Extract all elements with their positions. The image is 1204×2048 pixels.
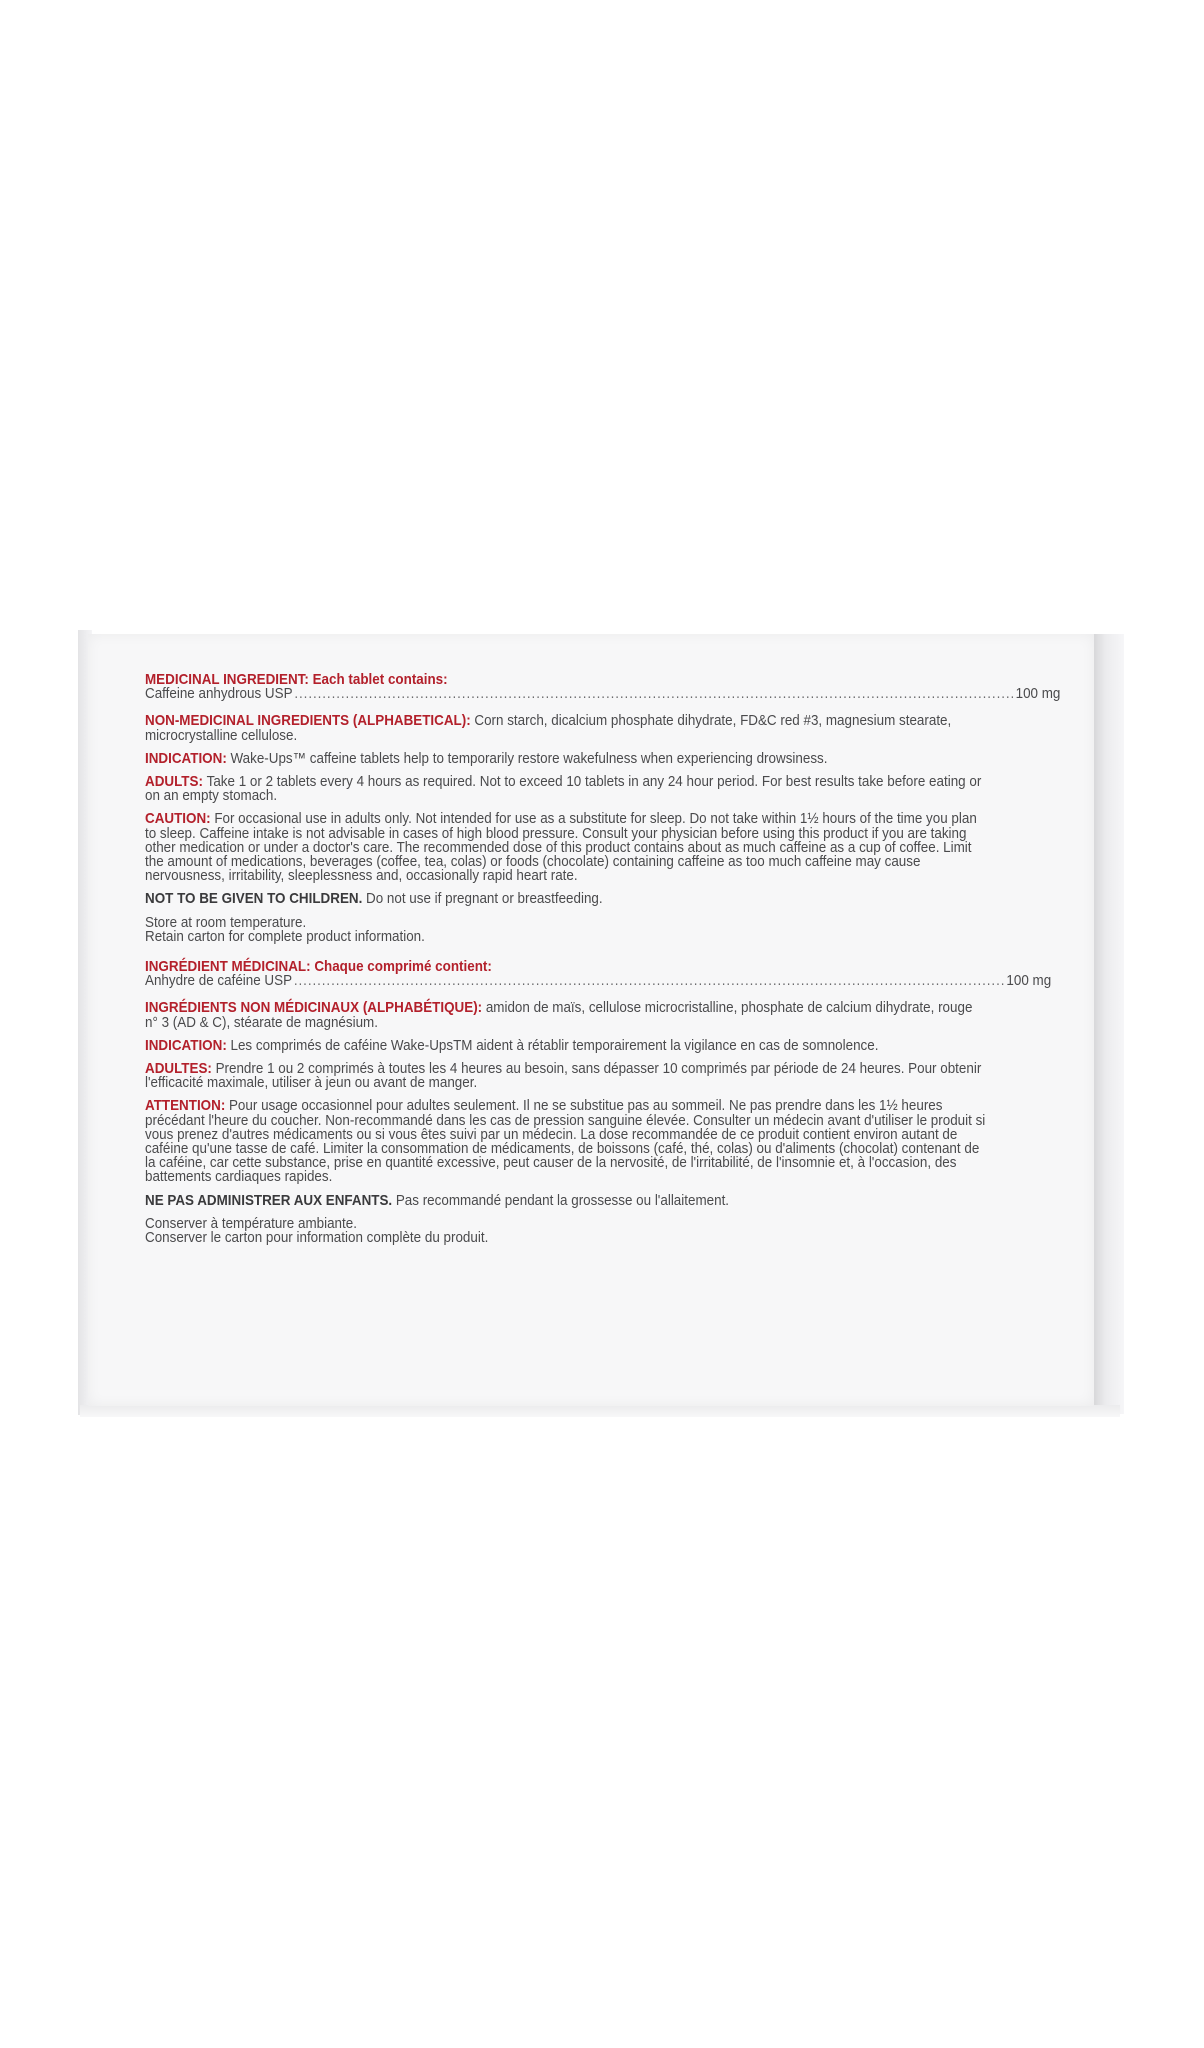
ingredient-amount: 100 mg xyxy=(1015,686,1061,703)
children-paragraph xyxy=(145,892,989,906)
ingredient-row xyxy=(145,687,1060,701)
heading: ADULTS: xyxy=(145,774,203,791)
ingredient-name: Anhydre de caféine USP xyxy=(145,973,293,990)
ingredient-row xyxy=(145,974,1051,988)
body-text: Take 1 or 2 tablets every 4 hours as required. Not to exceed 10 tablets in any 24 hour period. For best results take before eating or on an empty stomach. xyxy=(145,774,982,805)
storage-line-2-fr: Conserver le carton pour information complète du produit. xyxy=(145,1230,489,1247)
body-text: Do not use if pregnant or breastfeeding. xyxy=(366,891,603,908)
body-text: Pas recommandé pendant la grossesse ou l'allaitement. xyxy=(395,1192,730,1209)
carton-right-edge xyxy=(1094,634,1124,1414)
heading: ADULTES: xyxy=(145,1061,212,1078)
adults-paragraph xyxy=(145,775,989,803)
heading: MEDICINAL INGREDIENT: Each tablet contains: xyxy=(145,672,448,688)
heading: ATTENTION: xyxy=(145,1098,226,1115)
indication-paragraph xyxy=(145,752,989,766)
body-text: Prendre 1 ou 2 comprimés à toutes les 4 heures au besoin, sans dépasser 10 comprimés par période de 24 heures. Pour obtenir l'efficacité maximale, utiliser à jeun ou avant de manger. xyxy=(145,1061,982,1092)
body-text: Les comprimés de caféine Wake-UpsTM aident à rétablir temporairement la vigilance en cas de somnolence. xyxy=(230,1037,879,1054)
medicinal-ingredient-heading-fr xyxy=(145,960,989,974)
warning-heading: NOT TO BE GIVEN TO CHILDREN. xyxy=(145,891,363,908)
dot-leader xyxy=(294,687,1013,701)
label-text xyxy=(145,672,1061,1247)
body-text: For occasional use in adults only. Not intended for use as a substitute for sleep. Do not take within 1½ hours of the time you plan to sleep. Caffeine intake is not advisable in cases of high blood pressure. Consult your physician before using this product if you are taking other medication or under a doctor's care. The recommended dose of this product contains about as much caffeine as a cup of coffee. Limit the amount of medications, beverages (coffee, tea, colas) or foods (chocolate) containing caffeine as too much caffeine may cause nervousness, irritability, sleeplessness and, occasionally rapid heart rate. xyxy=(145,811,977,885)
body-text: Pour usage occasionnel pour adultes seulement. Il ne se substitue pas au sommeil. Ne pas prendre dans les 1½ heures précédant l'heure du coucher. Non-recommandé dans les cas de pression sanguine élevée. Consulter un médecin avant d'utiliser le produit si vous prenez d'autres médicaments ou si vous êtes suivi par un médecin. La dose recommandée de ce produit contient environ autant de caféine qu'une tasse de café. Limiter la consommation de médicaments, de boissons (café, thé, colas) ou d'aliments (chocolat) contenant de la caféine, car cette substance, prise en quantité excessive, peut causer de la nervosité, de l'irritabilité, de l'insomnie et, à l'occasion, des battements cardiaques rapides. xyxy=(145,1098,986,1186)
heading: INDICATION: xyxy=(145,1037,227,1054)
body-text: amidon de maïs, cellulose microcristalline, phosphate de calcium dihydrate, rouge n° 3 (AD & C), stéarate de magnésium. xyxy=(145,1000,973,1031)
non-medicinal-paragraph xyxy=(145,714,989,742)
indication-paragraph-fr xyxy=(145,1039,989,1053)
dot-leader xyxy=(294,974,1005,988)
ingredient-line xyxy=(145,686,1061,703)
adults-paragraph-fr xyxy=(145,1062,989,1090)
carton-bottom-edge xyxy=(80,1405,1120,1417)
body-text: Corn starch, dicalcium phosphate dihydrate, FD&C red #3, magnesium stearate, microcrystalline cellulose. xyxy=(145,713,952,744)
ingredient-amount: 100 mg xyxy=(1006,973,1052,990)
heading: NON-MEDICINAL INGREDIENTS (ALPHABETICAL): xyxy=(145,713,471,730)
medicinal-ingredient-heading xyxy=(145,673,989,687)
non-medicinal-paragraph-fr xyxy=(145,1001,989,1029)
attention-paragraph-fr xyxy=(145,1099,989,1184)
storage-line-1-fr: Conserver à température ambiante. xyxy=(145,1215,357,1232)
storage-line-1: Store at room temperature. xyxy=(145,914,307,931)
ingredient-name: Caffeine anhydrous USP xyxy=(145,686,293,703)
caution-paragraph xyxy=(145,812,989,883)
warning-heading: NE PAS ADMINISTRER AUX ENFANTS. xyxy=(145,1192,393,1209)
storage-line-2: Retain carton for complete product information. xyxy=(145,928,425,945)
body-text: Wake-Ups™ caffeine tablets help to temporarily restore wakefulness when experiencing drowsiness. xyxy=(230,750,828,767)
heading: CAUTION: xyxy=(145,811,211,828)
heading: INGRÉDIENTS NON MÉDICINAUX (ALPHABÉTIQUE): xyxy=(145,1000,483,1017)
heading: INGRÉDIENT MÉDICINAL: Chaque comprimé contient: xyxy=(145,959,492,976)
ingredient-line-fr xyxy=(145,973,1052,990)
children-paragraph-fr xyxy=(145,1194,989,1208)
heading: INDICATION: xyxy=(145,750,227,767)
